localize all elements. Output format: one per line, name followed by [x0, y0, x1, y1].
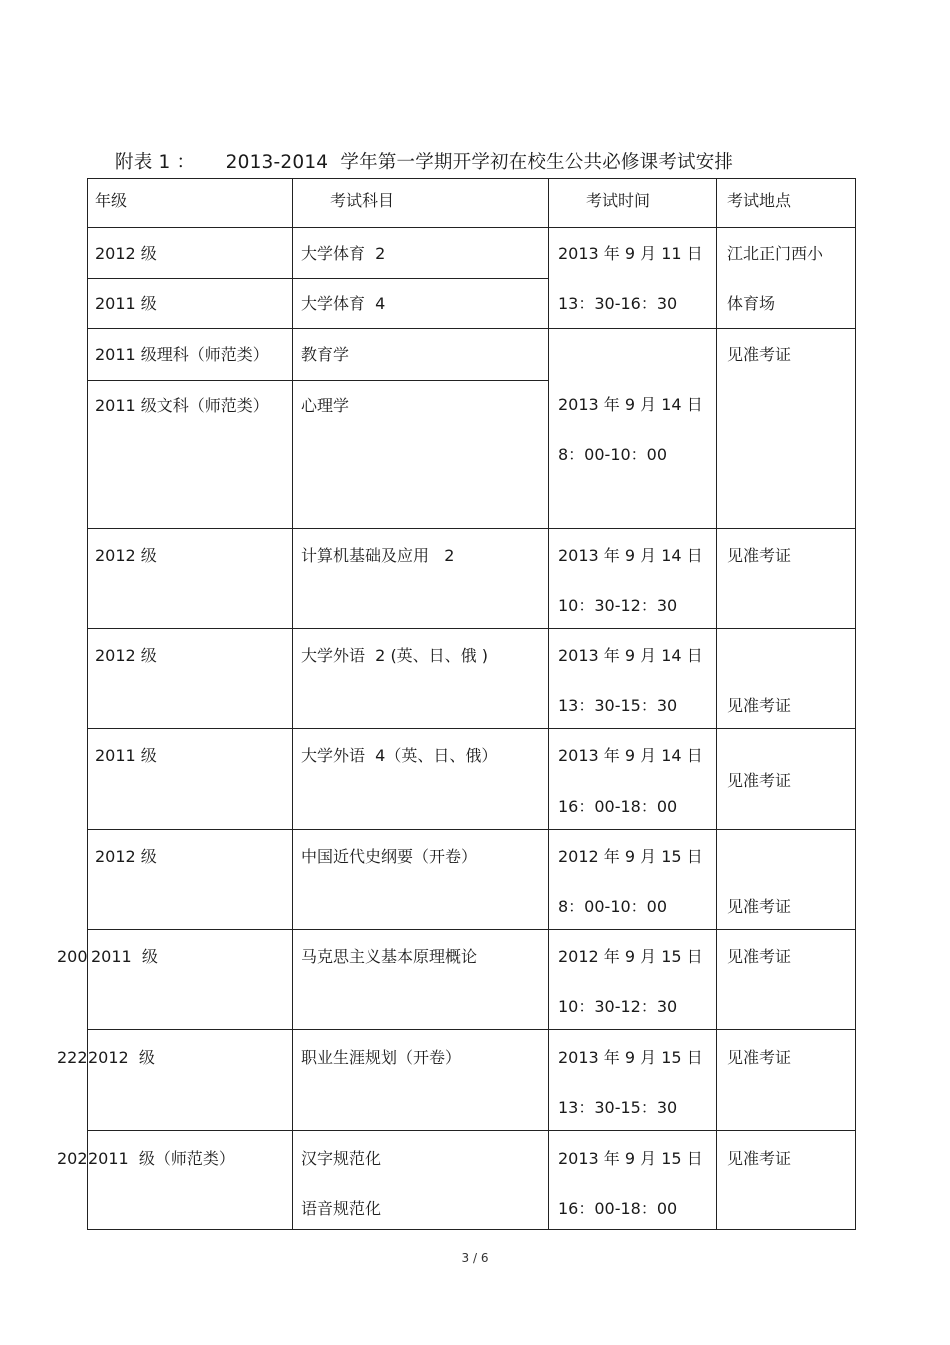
time-cell: 10：30-12：30 [558, 997, 678, 1016]
table-rule [87, 227, 856, 228]
place-cell: 见准考证 [727, 771, 792, 790]
date-cell: 2013 年 9 月 15 日 [558, 1048, 703, 1067]
date-cell: 2013 年 9 月 14 日 [558, 395, 703, 414]
grade-cell: 2011 级 [91, 947, 158, 966]
header-grade: 年级 [95, 191, 128, 210]
place-cell: 见准考证 [727, 1149, 792, 1168]
subject-cell: 大学外语 4（英、日、俄） [301, 746, 498, 765]
table-rule [87, 380, 549, 381]
subject-cell: 职业生涯规划（开卷） [301, 1048, 462, 1067]
table-rule [87, 278, 549, 279]
date-cell: 2012 年 9 月 15 日 [558, 947, 703, 966]
table-rule [87, 628, 856, 629]
subject-cell-second-line: 语音规范化 [301, 1199, 382, 1218]
header-subject: 考试科目 [330, 191, 395, 210]
date-cell: 2013 年 9 月 14 日 [558, 546, 703, 565]
subject-cell: 大学外语 2 (英、日、俄 ) [301, 646, 489, 665]
subject-cell: 教育学 [301, 345, 350, 364]
grade-cell: 2012 级 [95, 646, 157, 665]
place-cell: 体育场 [727, 294, 776, 313]
subject-cell: 中国近代史纲要（开卷） [301, 847, 478, 866]
date-cell: 2013 年 9 月 15 日 [558, 1149, 703, 1168]
grade-cell: 2012 级 [88, 1048, 155, 1067]
subject-cell: 汉字规范化 [301, 1149, 382, 1168]
margin-note: 200 [57, 947, 88, 966]
place-cell: 见准考证 [727, 696, 792, 715]
table-rule [548, 178, 549, 1230]
table-rule [87, 829, 856, 830]
subject-cell: 计算机基础及应用 2 [301, 546, 455, 565]
place-cell: 见准考证 [727, 1048, 792, 1067]
page-title: 附表 1 ： 2013-2014 学年第一学期开学初在校生公共必修课考试安排 [115, 152, 734, 173]
subject-cell: 大学体育 2 [301, 244, 386, 263]
time-cell: 8：00-10：00 [558, 445, 668, 464]
table-rule [87, 929, 856, 930]
place-cell: 见准考证 [727, 947, 792, 966]
grade-cell: 2012 级 [95, 244, 157, 263]
time-cell: 13：30-16：30 [558, 294, 678, 313]
table-rule [87, 178, 856, 179]
date-cell: 2013 年 9 月 14 日 [558, 746, 703, 765]
grade-cell: 2011 级文科（师范类） [95, 396, 269, 415]
table-rule [87, 178, 88, 1230]
table-rule [855, 178, 856, 1230]
margin-note: 202 [57, 1149, 88, 1168]
table-rule [87, 1229, 856, 1230]
subject-cell: 大学体育 4 [301, 294, 386, 313]
header-place: 考试地点 [727, 191, 792, 210]
date-cell: 2012 年 9 月 15 日 [558, 847, 703, 866]
grade-cell: 2011 级 [95, 746, 157, 765]
table-rule [87, 728, 856, 729]
table-rule [87, 1130, 856, 1131]
date-cell: 2013 年 9 月 14 日 [558, 646, 703, 665]
grade-cell: 2011 级（师范类） [88, 1149, 235, 1168]
time-cell: 10：30-12：30 [558, 596, 678, 615]
grade-cell: 2012 级 [95, 546, 157, 565]
time-cell: 13：30-15：30 [558, 1098, 678, 1117]
table-rule [716, 178, 717, 1230]
date-cell: 2013 年 9 月 11 日 [558, 244, 703, 263]
subject-cell: 心理学 [301, 396, 350, 415]
time-cell: 8：00-10：00 [558, 897, 668, 916]
page-number: 3 / 6 [461, 1251, 489, 1265]
place-cell: 见准考证 [727, 897, 792, 916]
subject-cell: 马克思主义基本原理概论 [301, 947, 478, 966]
table-rule [87, 1029, 856, 1030]
grade-cell: 2011 级 [95, 294, 157, 313]
place-cell: 见准考证 [727, 546, 792, 565]
table-rule [87, 328, 856, 329]
margin-note: 222 [57, 1048, 88, 1067]
table-rule [292, 178, 293, 1230]
time-cell: 16：00-18：00 [558, 797, 678, 816]
grade-cell: 2012 级 [95, 847, 157, 866]
place-cell: 江北正门西小 [727, 244, 824, 263]
grade-cell: 2011 级理科（师范类） [95, 345, 269, 364]
time-cell: 16：00-18：00 [558, 1199, 678, 1218]
time-cell: 13：30-15：30 [558, 696, 678, 715]
header-time: 考试时间 [586, 191, 651, 210]
table-rule [87, 528, 856, 529]
place-cell: 见准考证 [727, 345, 792, 364]
